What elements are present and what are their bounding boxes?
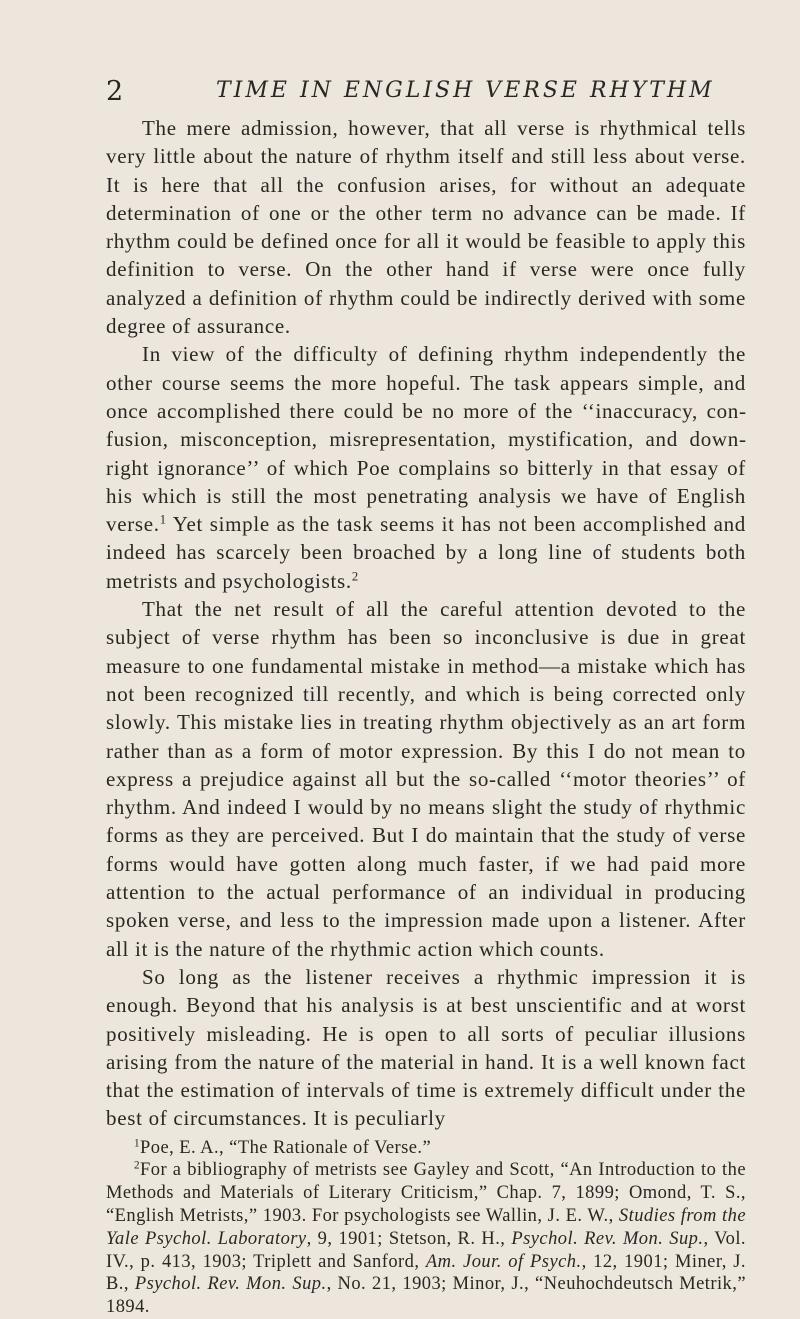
paragraph-2 xyxy=(106,340,746,595)
footnote-2-text-i: , No. 21, 1903; Minor, J., “Neuhochdeutsch Metrik,” 1894. xyxy=(106,1274,746,1318)
footnote-2 xyxy=(106,1159,746,1319)
footnote-2-citation-psychol-rev-2: Psychol. Rev. Mon. Sup. xyxy=(134,1274,327,1295)
footnote-2-text-e: , Vol. IV., p. 413, 1903; Triplett and Sanford, xyxy=(106,1228,747,1272)
paragraph-1: The mere admission, however, that all verse is rhythmical tells very little about the nature of rhythm itself and still less about verse. It is here that all the confusion arises, for without an adequate determination of one or the other term no advance can be made. If rhythm could be defined once for all it would be feasible to apply this definition to verse. On the other hand if verse were once fully analyzed a definition of rhythm could be indirectly derived with some degree of assurance. xyxy=(106,116,746,339)
paragraph-2-part-1: In view of the difficulty of defining rhythm independently the other course seems the more hopeful. The task appears simple, and once accomplished there could be no more of the ‘‘inaccuracy, confusion, misconception, misrepresentation, mystification, and downright ignorance’’ of which Poe complains so bitterly in that essay of his which is still the most penetrating analysis we have of English verse. xyxy=(106,342,746,537)
page-header xyxy=(106,76,746,110)
running-title: TIME IN ENGLISH VERSE RHYTHM xyxy=(216,78,715,103)
footnote-2-citation-am-jour: Am. Jour. of Psych. xyxy=(425,1251,582,1272)
body-text xyxy=(106,114,746,1319)
footnote-2-citation-psychol-rev-1: Psychol. Rev. Mon. Sup. xyxy=(511,1228,704,1249)
footnote-2-citation-yale: Studies from the Yale Psychol. Laboratory xyxy=(106,1206,746,1249)
paragraph-3: That the net result of all the careful attention devoted to the subject of verse rhythm has been so inconclusive is due in great measure to one fundamental mistake in method—a mistake which has not been recognized till recently, and which is being corrected only slowly. This mistake lies in treating rhythm objectively as an art form rather than as a form of motor expression. By this I do not mean to express a prejudice against all but the so-called ‘‘motor theories’’ of rhythm. And indeed I would by no means slight the study of rhythmic forms as they are perceived. But I do maintain that the study of verse forms would have gotten along much faster, if we had paid more attention to the actual performance of an individual in producing spoken verse, and less to the impression made upon a listener. After all it is the nature of the rhythmic action which counts. xyxy=(106,597,746,961)
footnote-1-text: Poe, E. A., “The Rationale of Verse.” xyxy=(140,1137,432,1158)
footnote-ref-2: 2 xyxy=(351,569,359,584)
footnote-1 xyxy=(106,1137,746,1160)
footnote-2-text-g: , 12, 1901; Miner, J. B., xyxy=(106,1251,746,1295)
page-number: 2 xyxy=(106,76,124,107)
footnote-2-text-c: , 9, 1901; Stetson, R. H., xyxy=(306,1228,512,1249)
paragraph-4: So long as the listener receives a rhythmic impression it is enough. Beyond that his analysis is at best unscientific and at worst positively misleading. He is open to all sorts of peculiar illusions arising from the nature of the material in hand. It is a well known fact that the estimation of intervals of time is extremely difficult under the best of circumstances. It is peculiarly xyxy=(106,964,746,1131)
footnote-2-marker: 2 xyxy=(134,1159,140,1172)
footnote-2-text-a: For a bibliography of metrists see Gayley and Scott, “An Introduction to the Methods and Materials of Literary Criticism,” Chap. 7, 1899; Omond, T. S., “English Metrists,” 1903. For psychologists see Wallin, J. E. W., xyxy=(106,1160,746,1227)
footnote-ref-1: 1 xyxy=(159,512,167,527)
paragraph-2-part-2: Yet simple as the task seems it has not been accomplished and indeed has scarcely been broached by a long line of students both metrists and psychologists. xyxy=(106,512,746,593)
footnote-1-marker: 1 xyxy=(134,1137,140,1150)
